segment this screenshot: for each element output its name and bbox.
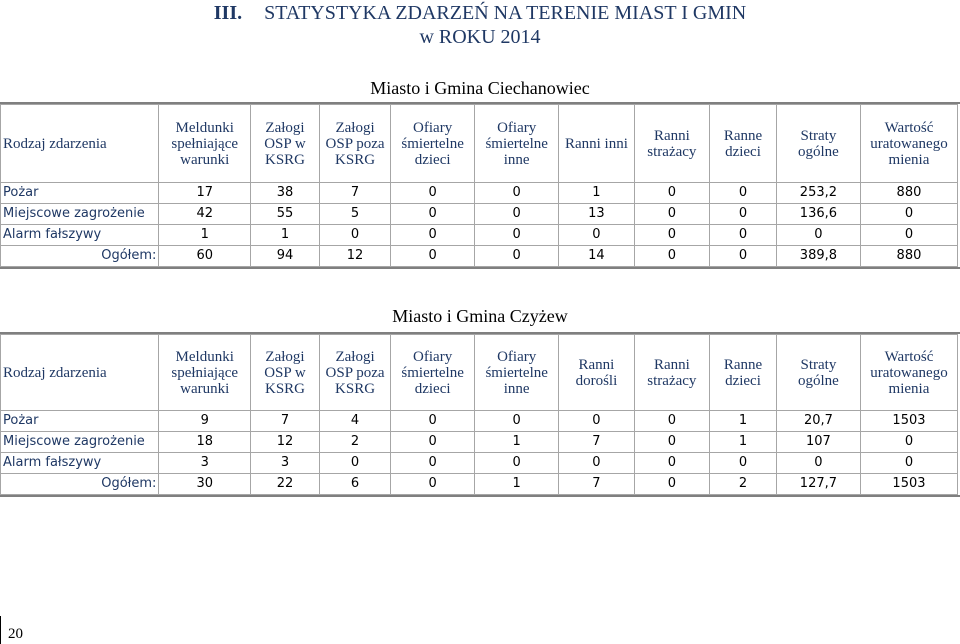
column-header: Załogi OSP poza KSRG [319, 105, 390, 183]
value-cell: 12 [251, 432, 320, 453]
value-cell: 0 [860, 204, 957, 225]
value-cell: 0 [475, 453, 559, 474]
value-cell: 18 [159, 432, 251, 453]
total-label: Ogółem: [1, 246, 159, 267]
column-header: Ofiary śmiertelne inne [475, 105, 559, 183]
value-cell: 880 [860, 183, 957, 204]
column-header: Ofiary śmiertelne dzieci [391, 105, 475, 183]
value-cell: 0 [710, 453, 777, 474]
value-cell: 3 [159, 453, 251, 474]
event-type-cell: Miejscowe zagrożenie [1, 432, 159, 453]
total-value-cell: 0 [710, 246, 777, 267]
document-subtitle: w ROKU 2014 [419, 26, 541, 48]
total-value-cell: 1503 [860, 474, 957, 495]
value-cell: 0 [634, 204, 709, 225]
value-cell: 136,6 [776, 204, 860, 225]
value-cell: 0 [391, 453, 475, 474]
value-cell: 0 [475, 204, 559, 225]
total-value-cell: 6 [319, 474, 390, 495]
column-header: Rodzaj zdarzenia [1, 105, 159, 183]
event-type-cell: Alarm fałszywy [1, 453, 159, 474]
value-cell: 0 [475, 183, 559, 204]
value-cell: 0 [860, 432, 957, 453]
value-cell: 0 [559, 411, 634, 432]
page-number: 20 [8, 626, 23, 642]
stats-table-block-czyzew [0, 332, 960, 497]
value-cell: 0 [710, 225, 777, 246]
value-cell: 20,7 [776, 411, 860, 432]
event-type-cell: Pożar [1, 183, 159, 204]
document-title: STATYSTYKA ZDARZEŃ NA TERENIE MIAST I GMIN [264, 2, 747, 24]
value-cell: 0 [391, 183, 475, 204]
column-header: Ranni strażacy [634, 335, 709, 411]
value-cell: 1 [559, 183, 634, 204]
value-cell: 0 [559, 225, 634, 246]
column-header: Ofiary śmiertelne inne [475, 335, 559, 411]
value-cell: 42 [159, 204, 251, 225]
value-cell: 17 [159, 183, 251, 204]
total-value-cell: 94 [251, 246, 320, 267]
table-row [1, 183, 958, 204]
value-cell: 1 [710, 411, 777, 432]
event-type-cell: Miejscowe zagrożenie [1, 204, 159, 225]
value-cell: 0 [634, 225, 709, 246]
event-type-cell: Pożar [1, 411, 159, 432]
value-cell: 0 [710, 204, 777, 225]
column-header: Meldunki spełniające warunki [159, 105, 251, 183]
total-value-cell: 0 [391, 246, 475, 267]
total-row [1, 474, 958, 495]
value-cell: 0 [319, 225, 390, 246]
value-cell: 55 [251, 204, 320, 225]
value-cell: 0 [860, 453, 957, 474]
value-cell: 0 [634, 453, 709, 474]
table-title-ciechanowiec: Miasto i Gmina Ciechanowiec [370, 78, 590, 98]
column-header: Wartość uratowanego mienia [860, 335, 957, 411]
table-row [1, 411, 958, 432]
total-row [1, 246, 958, 267]
total-value-cell: 12 [319, 246, 390, 267]
total-value-cell: 22 [251, 474, 320, 495]
column-header: Ranni inni [559, 105, 634, 183]
total-value-cell: 0 [475, 246, 559, 267]
table-title-czyzew: Miasto i Gmina Czyżew [392, 306, 568, 326]
column-header: Załogi OSP w KSRG [251, 105, 320, 183]
column-header: Wartość uratowanego mienia [860, 105, 957, 183]
value-cell: 0 [634, 183, 709, 204]
value-cell: 3 [251, 453, 320, 474]
table-row [1, 432, 958, 453]
value-cell: 5 [319, 204, 390, 225]
value-cell: 0 [776, 225, 860, 246]
page-margin-rule [0, 616, 1, 644]
value-cell: 0 [776, 453, 860, 474]
value-cell: 1503 [860, 411, 957, 432]
total-value-cell: 389,8 [776, 246, 860, 267]
value-cell: 0 [634, 432, 709, 453]
value-cell: 38 [251, 183, 320, 204]
value-cell: 1 [710, 432, 777, 453]
section-number: III. [213, 2, 243, 24]
value-cell: 2 [319, 432, 390, 453]
total-value-cell: 30 [159, 474, 251, 495]
value-cell: 253,2 [776, 183, 860, 204]
total-value-cell: 127,7 [776, 474, 860, 495]
document-heading [0, 2, 960, 25]
value-cell: 0 [391, 432, 475, 453]
value-cell: 0 [710, 183, 777, 204]
total-value-cell: 880 [860, 246, 957, 267]
event-type-cell: Alarm fałszywy [1, 225, 159, 246]
total-value-cell: 0 [391, 474, 475, 495]
value-cell: 1 [475, 432, 559, 453]
table-row [1, 225, 958, 246]
total-value-cell: 14 [559, 246, 634, 267]
value-cell: 107 [776, 432, 860, 453]
column-header: Rodzaj zdarzenia [1, 335, 159, 411]
stats-table [0, 104, 958, 267]
value-cell: 0 [319, 453, 390, 474]
total-value-cell: 0 [634, 474, 709, 495]
column-header: Ranni strażacy [634, 105, 709, 183]
total-value-cell: 1 [475, 474, 559, 495]
value-cell: 7 [251, 411, 320, 432]
column-header: Straty ogólne [776, 105, 860, 183]
value-cell: 4 [319, 411, 390, 432]
total-value-cell: 2 [710, 474, 777, 495]
value-cell: 9 [159, 411, 251, 432]
total-label: Ogółem: [1, 474, 159, 495]
value-cell: 0 [559, 453, 634, 474]
value-cell: 0 [391, 411, 475, 432]
column-header: Straty ogólne [776, 335, 860, 411]
stats-table [0, 334, 958, 495]
total-value-cell: 0 [634, 246, 709, 267]
column-header: Meldunki spełniające warunki [159, 335, 251, 411]
column-header: Załogi OSP w KSRG [251, 335, 320, 411]
value-cell: 0 [391, 225, 475, 246]
value-cell: 13 [559, 204, 634, 225]
column-header: Ranni dorośli [559, 335, 634, 411]
value-cell: 7 [319, 183, 390, 204]
total-value-cell: 7 [559, 474, 634, 495]
value-cell: 7 [559, 432, 634, 453]
value-cell: 0 [391, 204, 475, 225]
table-row [1, 204, 958, 225]
total-value-cell: 60 [159, 246, 251, 267]
column-header: Ranne dzieci [710, 335, 777, 411]
value-cell: 1 [159, 225, 251, 246]
value-cell: 0 [475, 225, 559, 246]
column-header: Ranne dzieci [710, 105, 777, 183]
value-cell: 1 [251, 225, 320, 246]
stats-table-block-ciechanowiec [0, 102, 960, 269]
value-cell: 0 [860, 225, 957, 246]
value-cell: 0 [475, 411, 559, 432]
column-header: Załogi OSP poza KSRG [319, 335, 390, 411]
table-row [1, 453, 958, 474]
value-cell: 0 [634, 411, 709, 432]
column-header: Ofiary śmiertelne dzieci [391, 335, 475, 411]
